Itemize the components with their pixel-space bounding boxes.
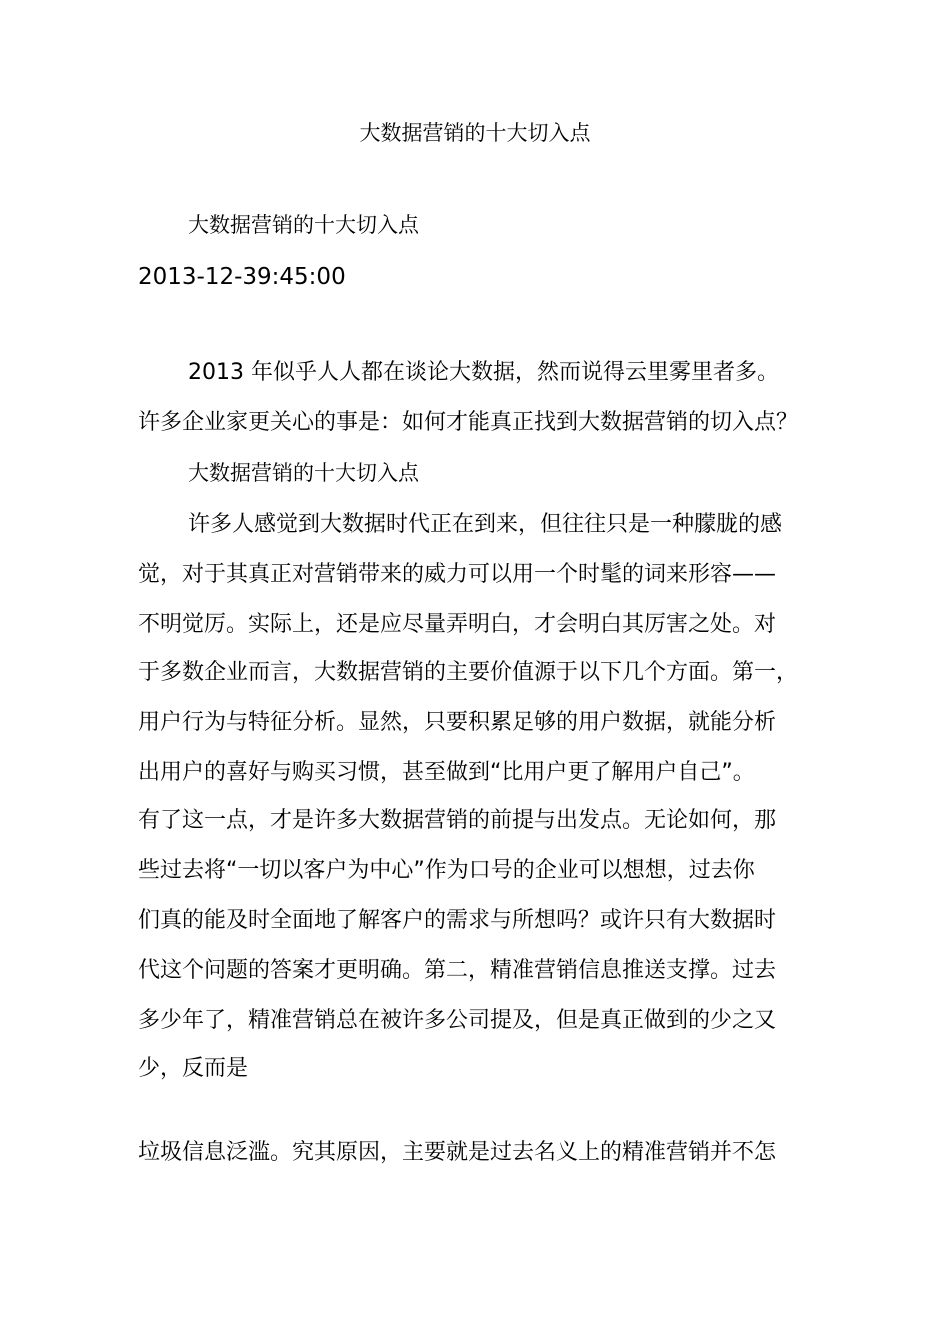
body-line: 2013 年似乎人人都在谈论大数据，然而说得云里雾里者多。 (188, 360, 779, 385)
section-heading: 大数据营销的十大切入点 (188, 461, 419, 485)
body-line: 少，反而是 (138, 1056, 249, 1081)
article-subtitle: 大数据营销的十大切入点 (188, 213, 419, 237)
article-date: 2013-12-39:45:00 (138, 264, 346, 290)
body-line: 代这个问题的答案才更明确。第二，精准营销信息推送支撑。过去 (138, 958, 777, 983)
body-line: 们真的能及时全面地了解客户的需求与所想吗？或许只有大数据时 (138, 908, 777, 933)
body-line: 多少年了，精准营销总在被许多公司提及，但是真正做到的少之又 (138, 1008, 777, 1033)
body-line: 些过去将“一切以客户为中心”作为口号的企业可以想想，过去你 (138, 858, 755, 883)
body-line: 于多数企业而言，大数据营销的主要价值源于以下几个方面。第一， (138, 660, 799, 685)
body-line: 许多企业家更关心的事是：如何才能真正找到大数据营销的切入点？ (138, 410, 799, 435)
body-line: 觉，对于其真正对营销带来的威力可以用一个时髦的词来形容—— (138, 562, 777, 587)
body-line: 不明觉厉。实际上，还是应尽量弄明白，才会明白其厉害之处。对 (138, 612, 777, 637)
body-line: 有了这一点，才是许多大数据营销的前提与出发点。无论如何，那 (138, 808, 777, 833)
body-line: 出用户的喜好与购买习惯，甚至做到“比用户更了解用户自己”。 (138, 760, 755, 785)
body-line: 用户行为与特征分析。显然，只要积累足够的用户数据，就能分析 (138, 710, 777, 735)
body-line: 垃圾信息泛滥。究其原因，主要就是过去名义上的精准营销并不怎 (138, 1140, 777, 1165)
document-title: 大数据营销的十大切入点 (359, 121, 591, 145)
body-line: 许多人感觉到大数据时代正在到来，但往往只是一种朦胧的感 (188, 512, 783, 537)
